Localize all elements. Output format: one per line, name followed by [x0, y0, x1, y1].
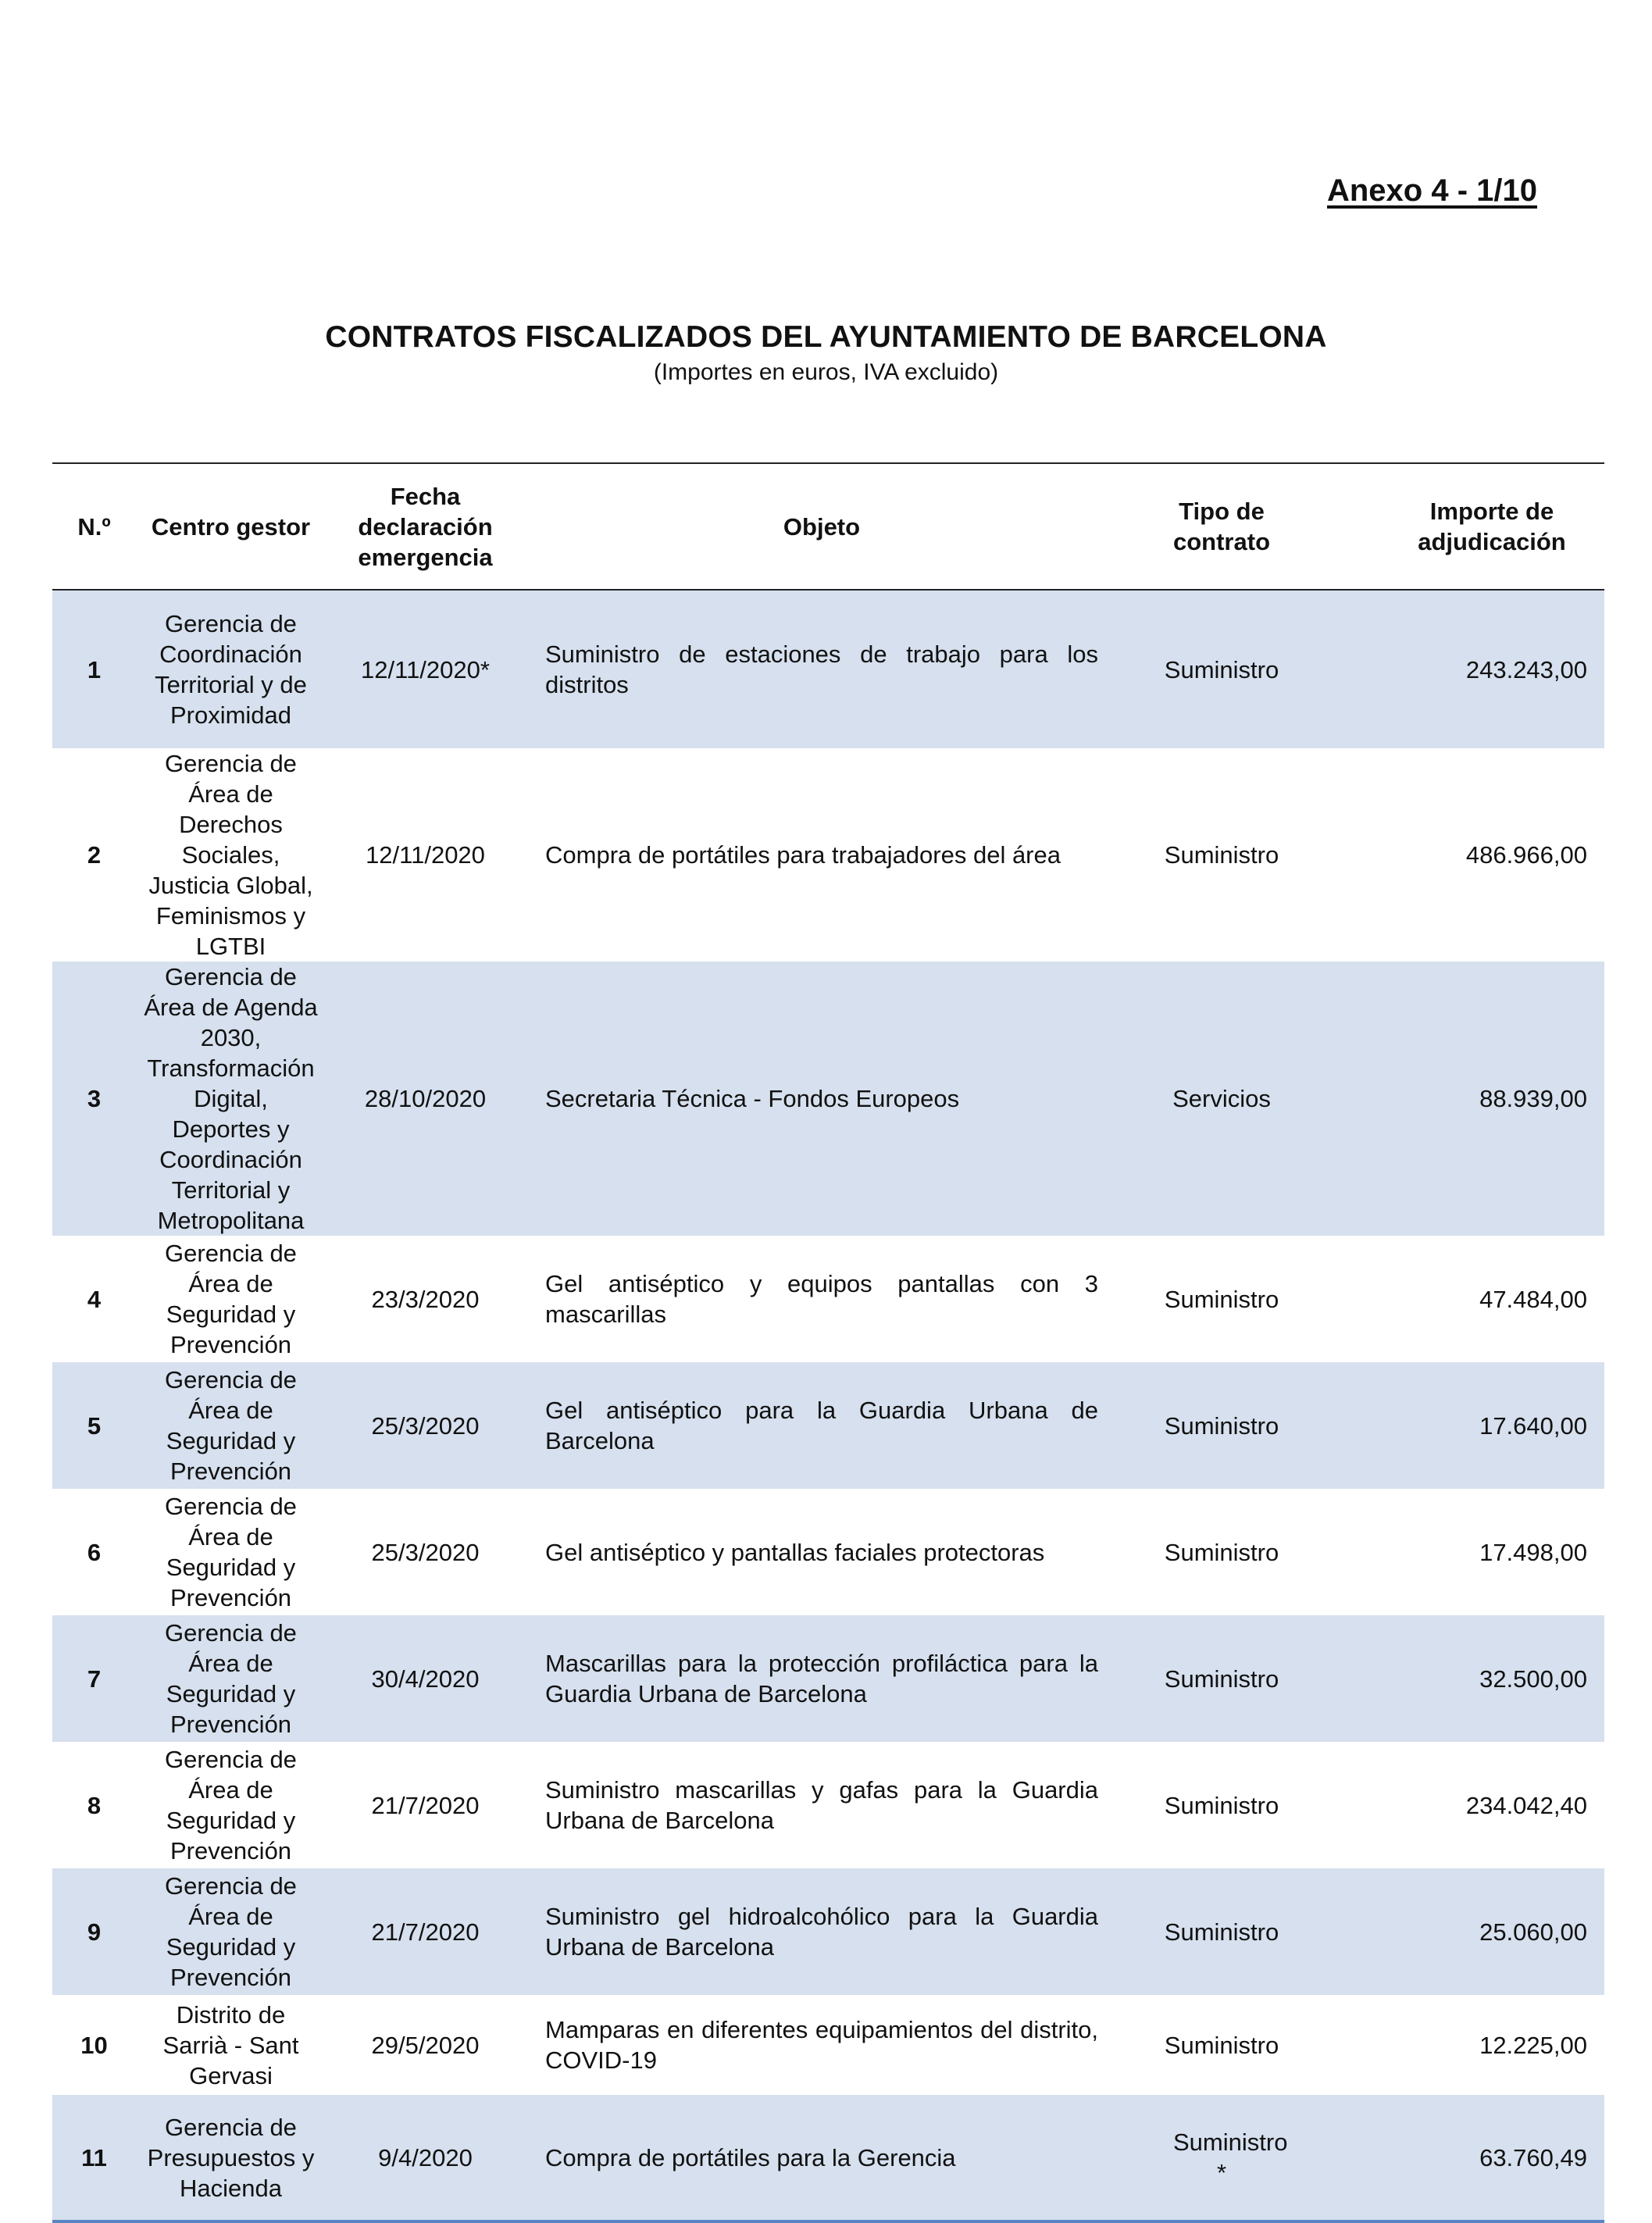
table-row — [52, 1489, 1604, 1615]
cell-objeto: Gel antiséptico y equipos pantallas con 3 mascarillas — [545, 1270, 1098, 1328]
header-centro-gestor: Centro gestor — [136, 463, 326, 590]
table-row — [52, 962, 1604, 1236]
cell-num: 4 — [87, 1285, 102, 1313]
cell-centro: Gerencia de Área de Seguridad y Prevención — [165, 1493, 297, 1611]
cell-fecha: 9/4/2020 — [326, 2095, 525, 2221]
cell-fecha: 30/4/2020 — [326, 1615, 525, 1742]
cell-objeto: Gel antiséptico para la Guardia Urbana de Barcelona — [525, 1362, 1119, 1489]
cell-centro: Gerencia de Coordinación Territorial y de Proximidad — [136, 590, 326, 748]
cell-fecha: 21/7/2020 — [326, 1868, 525, 1995]
cell-centro: Gerencia de Área de Agenda 2030, Transformación Digital, Deportes y Coordinación Territorial y Metropolitana — [136, 962, 326, 1236]
cell-fecha: 12/11/2020* — [326, 590, 525, 748]
cell-centro: Gerencia de Área de Seguridad y Prevención — [136, 1362, 326, 1489]
cell-objeto: Compra de portátiles para la Gerencia — [525, 2095, 1119, 2221]
table-row — [52, 590, 1604, 748]
table-row — [52, 1615, 1604, 1742]
cell-importe: 47.484,00 — [1479, 1285, 1587, 1313]
table-row — [52, 1362, 1604, 1489]
cell-importe: 486.966,00 — [1465, 841, 1587, 869]
cell-num: 9 — [52, 1868, 136, 1995]
cell-centro: Gerencia de Área de Derechos Sociales, Justicia Global, Feminismos y LGTBI — [148, 750, 313, 960]
cell-num: 2 — [87, 841, 102, 869]
header-fecha: Fecha declaración emergencia — [326, 463, 525, 590]
cell-objeto: Mamparas en diferentes equipamientos del distrito, COVID-19 — [545, 2016, 1098, 2074]
cell-importe: 234.042,40 — [1465, 1791, 1587, 1819]
cell-importe: 12.225,00 — [1479, 2031, 1587, 2059]
cell-fecha: 29/5/2020 — [371, 2031, 480, 2059]
cell-objeto: Compra de portátiles para trabajadores del área — [545, 841, 1061, 869]
cell-fecha: 25/3/2020 — [371, 1538, 480, 1566]
cell-importe: 63.760,49 — [1325, 2095, 1604, 2221]
header-objeto: Objeto — [525, 463, 1119, 590]
cell-importe: 243.243,00 — [1325, 590, 1604, 748]
table-row — [52, 2095, 1604, 2221]
annex-label: Anexo 4 - 1/10 — [1326, 173, 1537, 208]
cell-tipo: Suministro * — [1119, 2095, 1325, 2221]
cell-num: 1 — [52, 590, 136, 748]
table-row — [52, 1868, 1604, 1995]
cell-importe: 32.500,00 — [1325, 1615, 1604, 1742]
cell-fecha: 28/10/2020 — [326, 962, 525, 1236]
header-importe: Importe de adjudicación — [1325, 463, 1604, 590]
cell-tipo: Suministro — [1164, 1285, 1279, 1313]
table-header — [52, 463, 1604, 590]
header-num: N.º — [52, 463, 136, 590]
cell-tipo: Suministro — [1119, 590, 1325, 748]
table-row — [52, 1236, 1604, 1362]
table-row — [52, 1995, 1604, 2095]
table-row — [52, 748, 1604, 962]
cell-importe: 17.640,00 — [1325, 1362, 1604, 1489]
cell-importe: 88.939,00 — [1325, 962, 1604, 1236]
cell-num: 8 — [87, 1791, 102, 1819]
cell-fecha: 23/3/2020 — [371, 1285, 480, 1313]
cell-tipo: Suministro — [1164, 1538, 1279, 1566]
cell-objeto: Secretaria Técnica - Fondos Europeos — [525, 962, 1119, 1236]
document-title: CONTRATOS FISCALIZADOS DEL AYUNTAMIENTO DE BARCELONA — [325, 320, 1327, 354]
cell-tipo: Suministro — [1119, 1615, 1325, 1742]
cell-num: 11 — [52, 2095, 136, 2221]
cell-centro: Distrito de Sarrià - Sant Gervasi — [162, 2000, 299, 2089]
cell-importe: 17.498,00 — [1479, 1538, 1587, 1566]
cell-fecha: 12/11/2020 — [366, 841, 485, 869]
cell-objeto: Gel antiséptico y pantallas faciales protectoras — [545, 1538, 1045, 1566]
cell-tipo: Servicios — [1119, 962, 1325, 1236]
cell-tipo: Suministro — [1164, 841, 1279, 869]
document-subtitle: (Importes en euros, IVA excluido) — [653, 359, 999, 385]
cell-objeto: Suministro de estaciones de trabajo para los distritos — [525, 590, 1119, 748]
cell-objeto: Mascarillas para la protección profiláctica para la Guardia Urbana de Barcelona — [525, 1615, 1119, 1742]
table-body — [52, 590, 1604, 2221]
cell-num: 7 — [52, 1615, 136, 1742]
cell-num: 6 — [87, 1538, 102, 1566]
cell-centro: Gerencia de Área de Seguridad y Prevención — [165, 1240, 297, 1358]
cell-tipo: Suministro — [1164, 2031, 1279, 2059]
cell-tipo: Suministro — [1119, 1362, 1325, 1489]
cell-importe: 25.060,00 — [1325, 1868, 1604, 1995]
cell-objeto: Suministro mascarillas y gafas para la Guardia Urbana de Barcelona — [545, 1776, 1098, 1834]
cell-num: 10 — [80, 2031, 108, 2059]
cell-centro: Gerencia de Área de Seguridad y Prevención — [136, 1615, 326, 1742]
cell-tipo: Suministro — [1119, 1868, 1325, 1995]
header-tipo: Tipo de contrato — [1119, 463, 1325, 590]
cell-num: 5 — [52, 1362, 136, 1489]
cell-fecha: 21/7/2020 — [371, 1791, 480, 1819]
contracts-table — [52, 462, 1604, 2223]
table-row — [52, 1742, 1604, 1868]
cell-fecha: 25/3/2020 — [326, 1362, 525, 1489]
cell-tipo: Suministro — [1164, 1791, 1279, 1819]
cell-num: 3 — [52, 962, 136, 1236]
cell-centro: Gerencia de Área de Seguridad y Prevención — [165, 1746, 297, 1864]
cell-objeto: Suministro gel hidroalcohólico para la Guardia Urbana de Barcelona — [525, 1868, 1119, 1995]
cell-centro: Gerencia de Presupuestos y Hacienda — [136, 2095, 326, 2221]
cell-centro: Gerencia de Área de Seguridad y Prevención — [136, 1868, 326, 1995]
